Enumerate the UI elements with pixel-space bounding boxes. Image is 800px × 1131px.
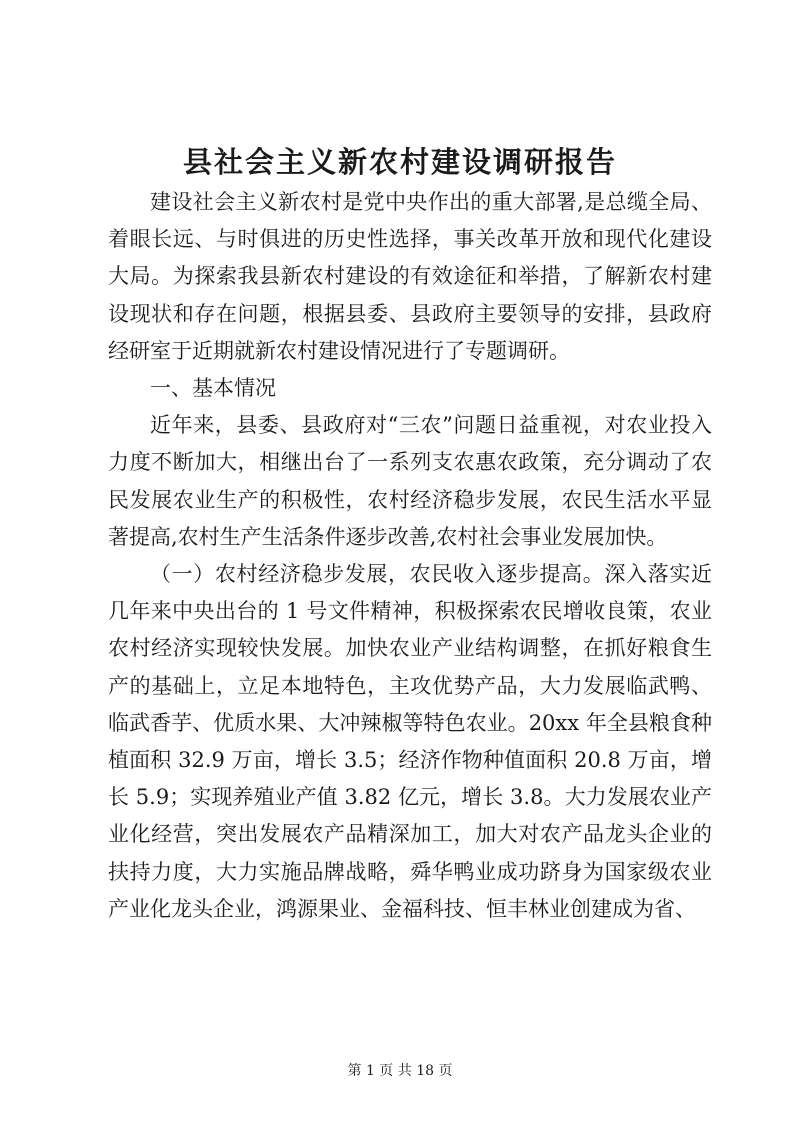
- basic-situation-paragraph: 近年来，县委、县政府对“三农”问题日益重视，对农业投入力度不断加大，相继出台了一系列支农惠农政策，充分调动了农民发展农业生产的积极性，农村经济稳步发展，农民生活水平显著提高,农村生产生活条件逐步改善,农村社会事业发展加快。: [108, 413, 712, 549]
- document-title: 县社会主义新农村建设调研报告: [182, 145, 617, 179]
- rural-economy-paragraph: （一）农村经济稳步发展，农民收入逐步提高。深入落实近几年来中央出台的 1 号文件精神，积极探索农民增收良策，农业农村经济实现较快发展。加快农业产业结构调整，在抓好粮食生产的基础上，立足本地特色，主攻优势产品，大力发展临武鸭、临武香芋、优质水果、大冲辣椒等特色农业。20xx 年全县粮食种植面积 32.9 万亩，增长 3.5；经济作物种值面积 20.8 万亩，增长 5.9；实现养殖业产值 3.82 亿元，增长 3.8。大力发展农业产业化经营，突出发展农产品精深加工，加大对农产品龙头企业的扶持力度，大力实施品牌战略，舜华鸭业成功跻身为国家级农业产业化龙头企业，鸿源果业、金福科技、恒丰林业创建成为省、: [108, 562, 712, 921]
- page-number-footer: 第 1 页 共 18 页: [347, 1063, 453, 1079]
- intro-paragraph: 建设社会主义新农村是党中央作出的重大部署,是总缆全局、着眼长远、与时俱进的历史性选择，事关改革开放和现代化建设大局。为探索我县新农村建设的有效途征和举措，了解新农村建设现状和存在问题，根据县委、县政府主要领导的安排，县政府经研室于近期就新农村建设情况进行了专题调研。: [108, 190, 712, 363]
- section-heading-basic-situation: 一、基本情况: [150, 376, 276, 401]
- document-body: [108, 184, 712, 928]
